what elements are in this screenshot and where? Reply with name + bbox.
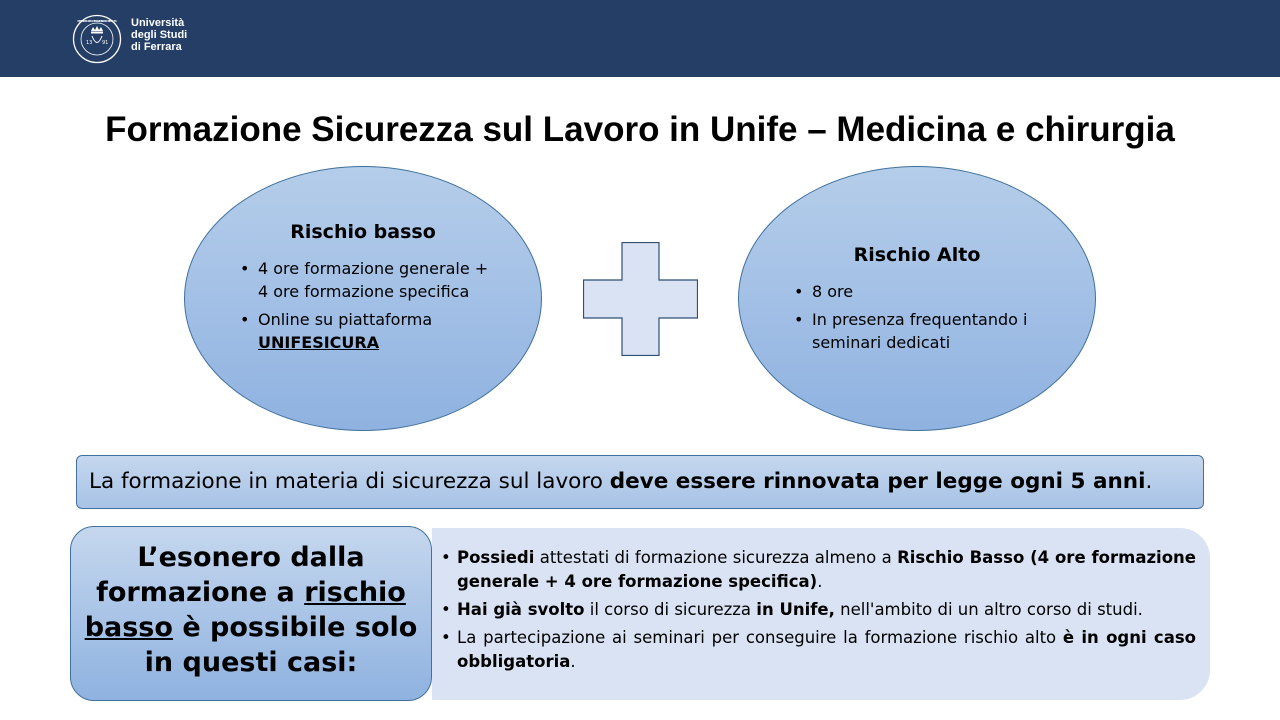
exemption-cases-list (441, 546, 1196, 678)
header-bar (0, 0, 1280, 77)
notice-text: . (1145, 469, 1153, 494)
university-name-line: di Ferrara (131, 41, 182, 53)
exemption-underlined: rischio basso (84, 577, 406, 643)
case-text: nell'ambito di un altro corso di studi. (834, 600, 1143, 619)
university-name (131, 17, 187, 53)
plus-icon (583, 242, 698, 356)
case-emphasis: Possiedi (457, 548, 535, 567)
notice-text: La formazione in materia di sicurezza sul lavoro (89, 469, 610, 494)
list-item (441, 626, 1196, 674)
case-emphasis: Hai già svolto (457, 600, 585, 619)
exemption-text: L’esonero dalla formazione a (96, 542, 365, 608)
list-item (794, 280, 1039, 303)
svg-text:13: 13 (86, 40, 93, 46)
university-name-line: Università (131, 17, 185, 29)
low-risk-list (240, 257, 490, 359)
list-item (240, 257, 490, 303)
notice-emphasis: deve essere rinnovata per legge ogni 5 anni (609, 469, 1146, 494)
low-risk-title: Rischio basso (290, 221, 436, 243)
case-text: il corso di sicurezza (584, 600, 757, 619)
case-text: La partecipazione ai seminari per conseguire la formazione rischio alto (457, 628, 1063, 647)
university-name-line: degli Studi (131, 29, 188, 41)
exemption-text: è possibile solo in questi casi: (144, 612, 418, 678)
list-item-text: 4 ore formazione generale + 4 ore formazione specifica (258, 259, 489, 301)
svg-text:UNIVERSITAS STUDIORUM FERRARIE: UNIVERSITAS STUDIORUM FERRARIENSIS · DE AMORE FRUCTUS (77, 19, 117, 23)
platform-link[interactable]: UNIFESICURA (258, 333, 380, 352)
list-item (441, 598, 1196, 622)
case-emphasis: è in ogni caso obbligatoria (457, 628, 1196, 671)
list-item-text: In presenza frequentando i seminari dedicati (812, 310, 1028, 352)
case-text: attestati di formazione sicurezza almeno a (534, 548, 898, 567)
list-item (240, 308, 490, 354)
list-item (794, 308, 1039, 354)
case-emphasis: in Unife, (756, 600, 835, 619)
high-risk-list (794, 280, 1039, 359)
list-item-text: 8 ore (812, 282, 854, 301)
svg-text:91: 91 (102, 40, 109, 46)
case-text: . (817, 572, 823, 591)
case-emphasis: Rischio Basso (4 ore formazione generale + 4 ore formazione specifica) (457, 548, 1196, 591)
list-item (441, 546, 1196, 594)
exemption-heading (70, 540, 432, 680)
university-seal-icon (72, 14, 122, 64)
renewal-notice (76, 455, 1204, 509)
page-title: Formazione Sicurezza sul Lavoro in Unife – Medicina e chirurgia (105, 110, 1175, 149)
list-item-text: Online su piattaforma (258, 310, 433, 329)
high-risk-title: Rischio Alto (853, 244, 981, 266)
case-text: . (570, 652, 576, 671)
